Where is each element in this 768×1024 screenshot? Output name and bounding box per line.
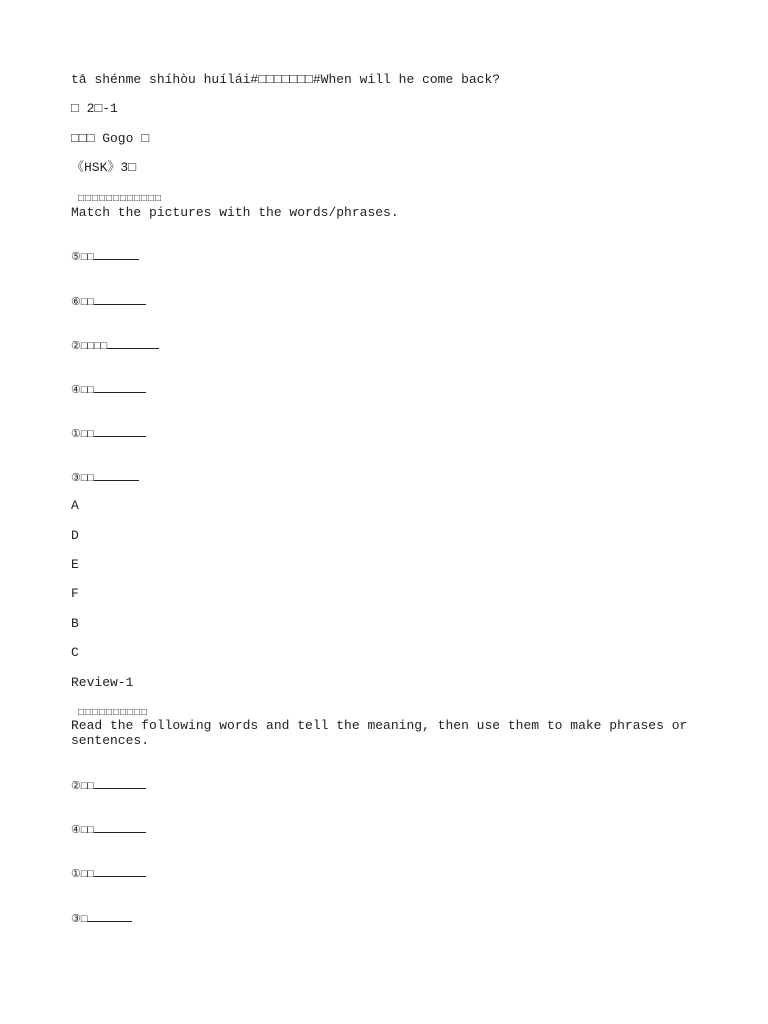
option-label: B	[71, 616, 79, 631]
section1-instruction: Match the pictures with the words/phrases.	[71, 205, 399, 220]
option-label: C	[71, 645, 79, 660]
section2-heading: Review-1	[71, 675, 134, 690]
match-item-label: ②□□□□	[71, 341, 108, 353]
review-item	[71, 778, 146, 795]
option-label: D	[71, 528, 79, 543]
review-item-label: ②□□	[71, 781, 95, 793]
answer-blank[interactable]	[94, 382, 146, 393]
section1-title-cn: □□□□□□□□□□□□	[78, 194, 163, 205]
answer-blank[interactable]	[94, 426, 146, 437]
match-item-label: ⑤□□	[71, 252, 95, 264]
lesson-number: □ 2□-1	[71, 101, 118, 116]
match-item-label: ⑥□□	[71, 297, 95, 309]
answer-blank[interactable]	[87, 911, 132, 922]
match-item	[71, 426, 146, 443]
option-label: E	[71, 557, 79, 572]
review-item-label: ④□□	[71, 825, 95, 837]
review-item	[71, 866, 146, 883]
answer-blank[interactable]	[94, 470, 139, 481]
section2-title-cn: □□□□□□□□□□	[78, 708, 149, 719]
answer-blank[interactable]	[94, 822, 146, 833]
match-item-label: ④□□	[71, 385, 95, 397]
match-item	[71, 470, 139, 487]
answer-blank[interactable]	[94, 249, 139, 260]
match-item	[71, 249, 139, 266]
answer-blank[interactable]	[94, 778, 146, 789]
option-label: F	[71, 586, 79, 601]
match-item-label: ③□□	[71, 473, 95, 485]
match-item	[71, 382, 146, 399]
answer-blank[interactable]	[107, 338, 159, 349]
section2-instruction: Read the following words and tell the meaning, then use them to make phrases or sentences.	[71, 718, 688, 748]
sentence-pinyin-translation: tā shénme shíhòu huílái#□□□□□□□#When will he come back?	[71, 72, 501, 87]
review-item-label: ①□□	[71, 869, 95, 881]
hsk-level: 《HSK》3□	[71, 160, 137, 175]
option-label: A	[71, 498, 79, 513]
review-item	[71, 911, 132, 928]
answer-blank[interactable]	[94, 866, 146, 877]
match-item-label: ①□□	[71, 429, 95, 441]
review-item-label: ③□	[71, 914, 88, 926]
match-item	[71, 338, 159, 355]
review-item	[71, 822, 146, 839]
textbook-title: □□□ Gogo □	[71, 131, 150, 146]
answer-blank[interactable]	[94, 294, 146, 305]
match-item	[71, 294, 146, 311]
